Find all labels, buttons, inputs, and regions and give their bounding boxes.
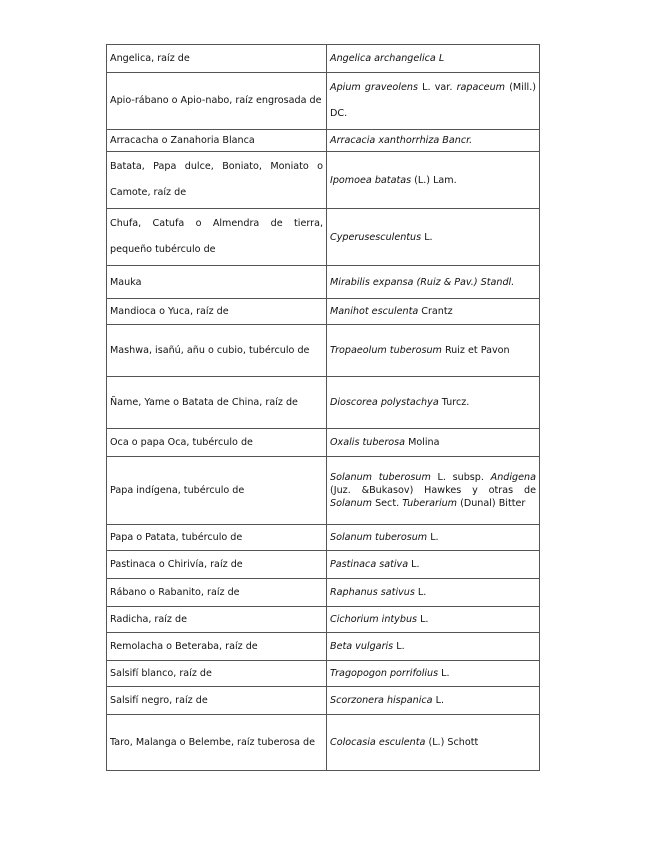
scientific-name-cell (327, 457, 540, 525)
scientific-name-italic: Cichorium intybus (330, 614, 418, 625)
common-name-cell: Rábano o Rabanito, raíz de (107, 579, 327, 607)
scientific-name-italic: Pastinaca sativa (330, 559, 409, 570)
scientific-name-cell (327, 73, 540, 130)
species-table-body (107, 45, 540, 771)
common-name-cell: Arracacha o Zanahoria Blanca (107, 130, 327, 152)
table-row (107, 551, 540, 579)
authority-text: L. (393, 641, 405, 652)
common-name-cell: Angelica, raíz de (107, 45, 327, 73)
scientific-name-italic: Angelica archangelica L (330, 53, 445, 64)
authority-text: Molina (405, 437, 440, 448)
scientific-name-italic: Solanum tuberosum (330, 472, 431, 483)
authority-text: L. (427, 532, 439, 543)
table-row (107, 607, 540, 633)
authority-text: L. subsp. (430, 472, 491, 483)
authority-text: (Juz. &Bukasov) Hawkes y otras de (330, 485, 536, 496)
table-row (107, 130, 540, 152)
scientific-name-cell (327, 687, 540, 715)
scientific-name-cell (327, 377, 540, 429)
common-name-cell: Chufa, Catufa o Almendra de tierra, pequeño tubérculo de (107, 209, 327, 266)
scientific-name-italic: Tropaeolum tuberosum (330, 345, 442, 356)
common-name-cell: Mashwa, isañú, añu o cubio, tubérculo de (107, 325, 327, 377)
scientific-name-cell (327, 633, 540, 661)
table-row (107, 152, 540, 209)
common-name-cell: Batata, Papa dulce, Boniato, Moniato o Camote, raíz de (107, 152, 327, 209)
authority-text: Crantz (418, 306, 453, 317)
authority-text: Sect. (372, 498, 403, 509)
authority-text: L. (417, 614, 429, 625)
scientific-name-italic: Arracacia xanthorrhiza Bancr. (330, 135, 473, 146)
table-row (107, 73, 540, 130)
scientific-name-italic: Manihot esculenta (330, 306, 419, 317)
table-row (107, 715, 540, 771)
scientific-name-italic: Ipomoea batatas (330, 174, 412, 186)
table-row (107, 266, 540, 299)
scientific-name-cell (327, 661, 540, 687)
scientific-name-italic: Apium graveolens (330, 82, 418, 93)
scientific-name-italic: Tragopogon porrifolius (330, 668, 439, 679)
table-row (107, 377, 540, 429)
authority-text: L. (438, 668, 450, 679)
table-row (107, 579, 540, 607)
authority-text: (L.) Lam. (411, 174, 457, 186)
common-name-cell: Taro, Malanga o Belembe, raíz tuberosa de (107, 715, 327, 771)
table-row (107, 525, 540, 551)
scientific-name-italic: rapaceum (456, 82, 505, 93)
common-name-cell: Mauka (107, 266, 327, 299)
scientific-name-cell (327, 715, 540, 771)
table-row (107, 633, 540, 661)
common-name-cell: Papa indígena, tubérculo de (107, 457, 327, 525)
scientific-name-cell (327, 209, 540, 266)
common-name-cell: Remolacha o Beteraba, raíz de (107, 633, 327, 661)
common-name-cell: Salsifí blanco, raíz de (107, 661, 327, 687)
scientific-name-cell (327, 45, 540, 73)
authority-text: (L.) Schott (425, 737, 479, 748)
scientific-name-italic: Andigena (490, 472, 536, 483)
scientific-name-italic: Solanum tuberosum (330, 532, 428, 543)
table-row (107, 661, 540, 687)
common-name-cell: Pastinaca o Chirivía, raíz de (107, 551, 327, 579)
authority-text: L. (432, 695, 445, 706)
authority-text: L. var. (417, 82, 457, 93)
scientific-name-cell (327, 579, 540, 607)
common-name-cell: Radicha, raíz de (107, 607, 327, 633)
scientific-name-cell (327, 551, 540, 579)
scientific-name-italic: Dioscorea polystachya (330, 397, 439, 408)
scientific-name-cell (327, 299, 540, 325)
authority-text: L. (421, 231, 433, 243)
common-name-cell: Ñame, Yame o Batata de China, raíz de (107, 377, 327, 429)
scientific-name-cell (327, 325, 540, 377)
common-name-cell: Mandioca o Yuca, raíz de (107, 299, 327, 325)
common-name-cell: Oca o papa Oca, tubérculo de (107, 429, 327, 457)
scientific-name-italic: Oxalis tuberosa (330, 437, 406, 448)
common-name-cell: Salsifí negro, raíz de (107, 687, 327, 715)
table-row (107, 687, 540, 715)
scientific-name-italic: Mirabilis expansa (Ruiz & Pav.) Standl. (330, 276, 515, 288)
table-row (107, 429, 540, 457)
scientific-name-italic: Raphanus sativus (330, 587, 415, 598)
authority-text: (Dunal) Bitter (457, 498, 526, 509)
authority-text: (Mill.) DC. (330, 82, 536, 119)
common-name-cell: Apio-rábano o Apio-nabo, raíz engrosada de (107, 73, 327, 130)
scientific-name-italic: Scorzonera hispanica (330, 695, 433, 706)
scientific-name-cell (327, 266, 540, 299)
scientific-name-cell (327, 130, 540, 152)
species-table (106, 44, 540, 771)
scientific-name-italic: Cyperusesculentus (330, 231, 422, 243)
table-row (107, 209, 540, 266)
authority-text: Turcz. (438, 397, 470, 408)
authority-text: Ruiz et Pavon (441, 345, 510, 356)
common-name-cell: Papa o Patata, tubérculo de (107, 525, 327, 551)
table-row (107, 325, 540, 377)
table-row (107, 45, 540, 73)
authority-text: L. (408, 559, 420, 570)
scientific-name-cell (327, 607, 540, 633)
scientific-name-cell (327, 525, 540, 551)
scientific-name-italic: Solanum (330, 498, 373, 509)
scientific-name-cell (327, 152, 540, 209)
scientific-name-italic: Tuberarium (402, 498, 458, 509)
authority-text: L. (414, 587, 427, 598)
scientific-name-italic: Beta vulgaris (330, 641, 394, 652)
table-row (107, 299, 540, 325)
table-row (107, 457, 540, 525)
scientific-name-cell (327, 429, 540, 457)
scientific-name-italic: Colocasia esculenta (330, 737, 426, 748)
